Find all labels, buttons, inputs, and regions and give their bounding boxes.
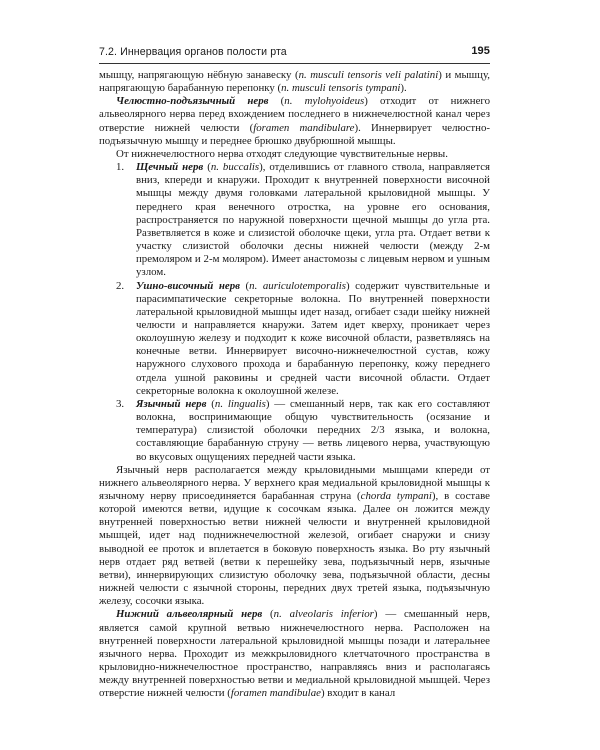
term-heading: Язычный нерв — [136, 397, 207, 410]
latin-term: foramen mandibulae — [230, 687, 321, 700]
page-number: 195 — [471, 45, 490, 57]
paragraph-5 — [99, 608, 490, 700]
text-run: ( — [268, 95, 285, 108]
latin-term: foramen mandibulare — [253, 121, 355, 134]
text-run: ). Иннервирует челюстно-подъязычную мышцу и переднее брюшко двубрюшной мышцы. — [99, 121, 490, 147]
text-run: Язычный нерв располагается между крыловидными мышцами кпереди от нижнего альвеолярного нерва. У верхнего края медиальной крыловидной мышцы к язычному нерву присоединяется барабанная струна ( — [99, 463, 490, 502]
text-run: ). — [400, 82, 407, 95]
term-heading: Нижний альвеолярный нерв — [116, 608, 263, 621]
latin-term: n. alveolaris inferior — [273, 608, 374, 621]
list-item — [99, 161, 490, 279]
text-run: ) входит в канал — [320, 687, 396, 700]
text-run: мышцу, напрягающую нёбную занавеску ( — [99, 69, 299, 81]
latin-term: n. lingualis — [214, 397, 266, 410]
latin-term: n. musculi tensoris veli palatini — [298, 69, 439, 81]
text-run: ) — смешанный нерв, является самой крупной ветвью нижнечелюстного нерва. Расположен на внутренней поверхности латеральной крыловидной мышцы позади и латеральнее язычного нерва. Проходит из межкрыловидного клетчаточного пространства в крыловидно-нижнечелюстное пространство, направляясь вниз и располагаясь между внутренней поверхностью ветви и медиальной крыловидной мышцей. Через отверстие нижней челюсти ( — [99, 608, 490, 700]
latin-term: n. buccalis — [210, 161, 260, 174]
term-heading: Ушно-височный нерв — [136, 279, 240, 292]
text-run: ), в составе которой имеются ветви, идущие к сосочкам языка. Далее он ложится между внутренней поверхностью ветви нижней челюсти и внутренней крыловидной мышцей, идет над поднижнечелюстной железой, огибает снаружи и снизу выводной ее проток и вплетается в боковую поверхность языка. Во рту язычный нерв отдает ряд ветвей (ветви к перешейку зева, подъязычный нерв, язычные ветви), иннервирующих слизистую оболочку зева, подъязычной области, десны нижней челюсти с язычной стороны, передних двух третей языка, подъязычную железу, сосочки языка. — [99, 490, 490, 608]
paragraph-3: От нижнечелюстного нерва отходят следующие чувствительные нервы. — [116, 147, 448, 160]
paragraph-4 — [99, 464, 490, 609]
section-title: 7.2. Иннервация органов полости рта — [99, 46, 287, 58]
paragraph-2 — [99, 95, 490, 148]
text-run: ( — [203, 161, 211, 174]
latin-term: n. mylohyoideus — [284, 95, 365, 108]
text-run: ) содержит чувствительные и парасимпатические секреторные волокна. По внутренней поверхности латеральной крыловидной мышцы идет назад, огибает сзади шейку нижней челюсти и направляется кнаружи. Затем идет кверху, проникает через околоушную железу и подходит к коже височной области, разветвляясь на конечные ветви. Иннервирует височно-нижнечелюстной сустав, кожу наружного слухового прохода и барабанную перепонку, кожу переднего отдела ушной раковины и средней части височной области. Отдает секреторные волокна к околоушной железе. — [136, 279, 490, 397]
header-rule — [99, 63, 490, 64]
text-run: ( — [262, 608, 274, 621]
text-run: ( — [239, 279, 250, 292]
text-run: ) отходит от нижнего альвеолярного нерва перед вхождением последнего в нижнечелюстной канал через отверстие нижней челюсти ( — [99, 95, 490, 134]
latin-term: n. auriculotemporalis — [249, 279, 346, 292]
latin-term: chorda tympani — [360, 490, 432, 502]
running-head — [99, 46, 490, 62]
text-run: ( — [206, 397, 215, 410]
list-number: 2. — [116, 279, 125, 292]
term-heading: Челюстно-подъязычный нерв — [116, 95, 269, 108]
text-run: ), отделившись от главного ствола, направляется вниз, кпереди и кнаружи. Проходит к внутренней поверхности височной мышцы между двумя головками латеральной крыловидной мышцы. У переднего края венечного отростка, на уровне его основания, распространяется по наружной поверхности щечной мышцы до угла рта. Разветвляется в коже и слизистой оболочке щеки, угла рта. Отдает ветви к участку слизистой оболочки десны нижней челюсти (между 2-м премоляром и 2-м моляром). Имеет анастомозы с лицевым нервом и ушным узлом. — [136, 161, 490, 279]
text-run: ) — смешанный нерв, так как его составляют волокна, воспринимающие общую чувствительность (осязание и температура) слизистой оболочки передних 2/3 языка, и волокна, составляющие барабанную струну — ветвь лицевого нерва, участвующую во вкусовых ощущениях передней части языка. — [136, 397, 490, 463]
text-run: ) и мышцу, напрягающую барабанную перепонку ( — [99, 69, 490, 95]
nerve-list — [99, 161, 490, 464]
list-item — [99, 398, 490, 464]
paragraph-1 — [99, 69, 490, 95]
body-text — [99, 69, 490, 701]
list-number: 1. — [116, 161, 125, 174]
list-item — [99, 280, 490, 398]
latin-term: n. musculi tensoris tympani — [281, 82, 401, 95]
term-heading: Щечный нерв — [136, 161, 204, 174]
list-number: 3. — [116, 397, 125, 410]
